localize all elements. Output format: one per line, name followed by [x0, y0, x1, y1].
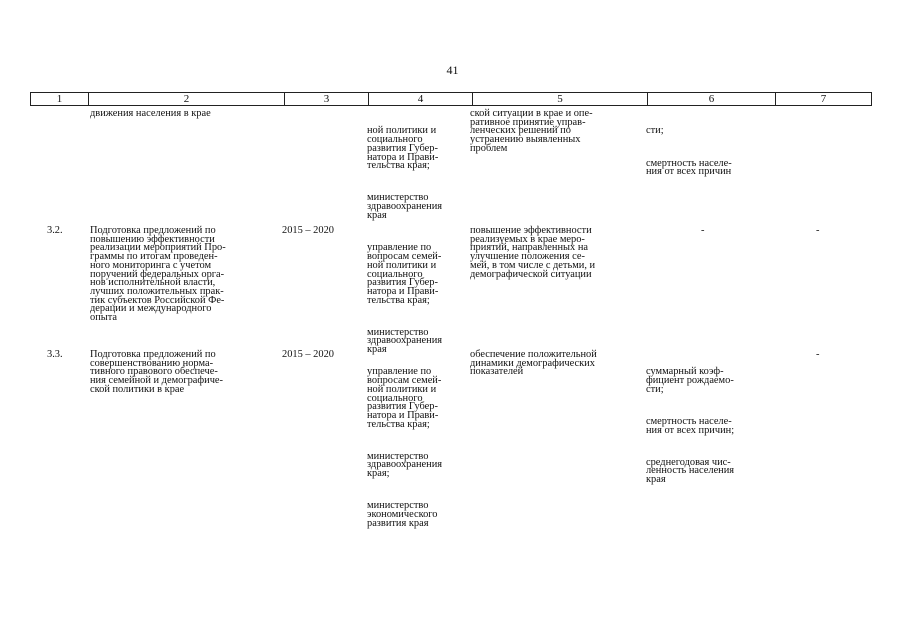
indicator-text: смертность населе- ния от всех причин [646, 157, 732, 178]
indicator-text: сти; [646, 125, 664, 137]
executor-text: министерство экономического развития края [367, 500, 438, 529]
continuation-indicators [646, 110, 732, 186]
header-col-4: 4 [369, 93, 473, 105]
header-col-3: 3 [285, 93, 369, 105]
col7-text: - [816, 349, 820, 360]
continuation-task: движения населения в крае [90, 108, 211, 119]
continuation-result: ской ситуации в крае и опе- ративное принятие управ- ленческих решений по устранению выявленных проблем [470, 108, 593, 154]
indicator-text: смертность населе- ния от всех причин; [646, 415, 735, 436]
executor-text: министерство здравоохранения края; [367, 450, 443, 480]
executor-text: управление по вопросам семей- ной политики и социального развития Губер- натора и Прави- тельства края; [367, 242, 442, 306]
task-text: Подготовка предложений по повышению эффективности реализации мероприятий Про- граммы по итогам проведен- ного мониторинга с учетом поручений федеральных орга- нов исполнительной власти, лучших положительных прак- тик субъектов Российской Фе- дерации и международного опыта [90, 225, 226, 324]
header-col-2: 2 [89, 93, 285, 105]
row-number: 3.2. [47, 225, 63, 236]
col7-text: - [816, 225, 820, 236]
indicator-text: суммарный коэф- фициент рождаемо- сти; [646, 366, 734, 395]
indicators [646, 351, 734, 494]
continuation-executors [367, 110, 442, 229]
header-col-6: 6 [648, 93, 776, 105]
executor-text: ной политики и социального развития Губер- натора и Прави- тельства края; [367, 125, 439, 172]
period-text: 2015 – 2020 [282, 349, 334, 360]
header-col-5: 5 [473, 93, 648, 105]
executors [367, 227, 442, 364]
executor-text: министерство здравоохранения края [367, 192, 443, 221]
table-header [30, 92, 872, 106]
header-col-1: 1 [31, 93, 89, 105]
executor-text: управление по вопросам семей- ной политики и социального развития Губер- натора и Прави- тельства края; [367, 366, 442, 430]
row-number: 3.3. [47, 349, 63, 360]
executors [367, 351, 442, 537]
result-text: обеспечение положительной динамики демографических показателей [470, 349, 597, 378]
period-text: 2015 – 2020 [282, 225, 334, 236]
page-number: 41 [446, 63, 459, 77]
task-text: Подготовка предложений по совершенствованию норма- тивного правового обеспече- ния семейной и демографиче- ской политики в крае [90, 349, 223, 395]
result-text: повышение эффективности реализуемых в крае меро- приятий, направленных на улучшение положения се- мей, в том числе с детьми, и демографической ситуации [470, 225, 596, 280]
header-col-7: 7 [820, 93, 827, 105]
indicator-text: - [701, 225, 705, 236]
executor-text: министерство здравоохранения края [367, 326, 443, 356]
indicator-text: среднегодовая чис- ленность населения края [646, 456, 735, 486]
